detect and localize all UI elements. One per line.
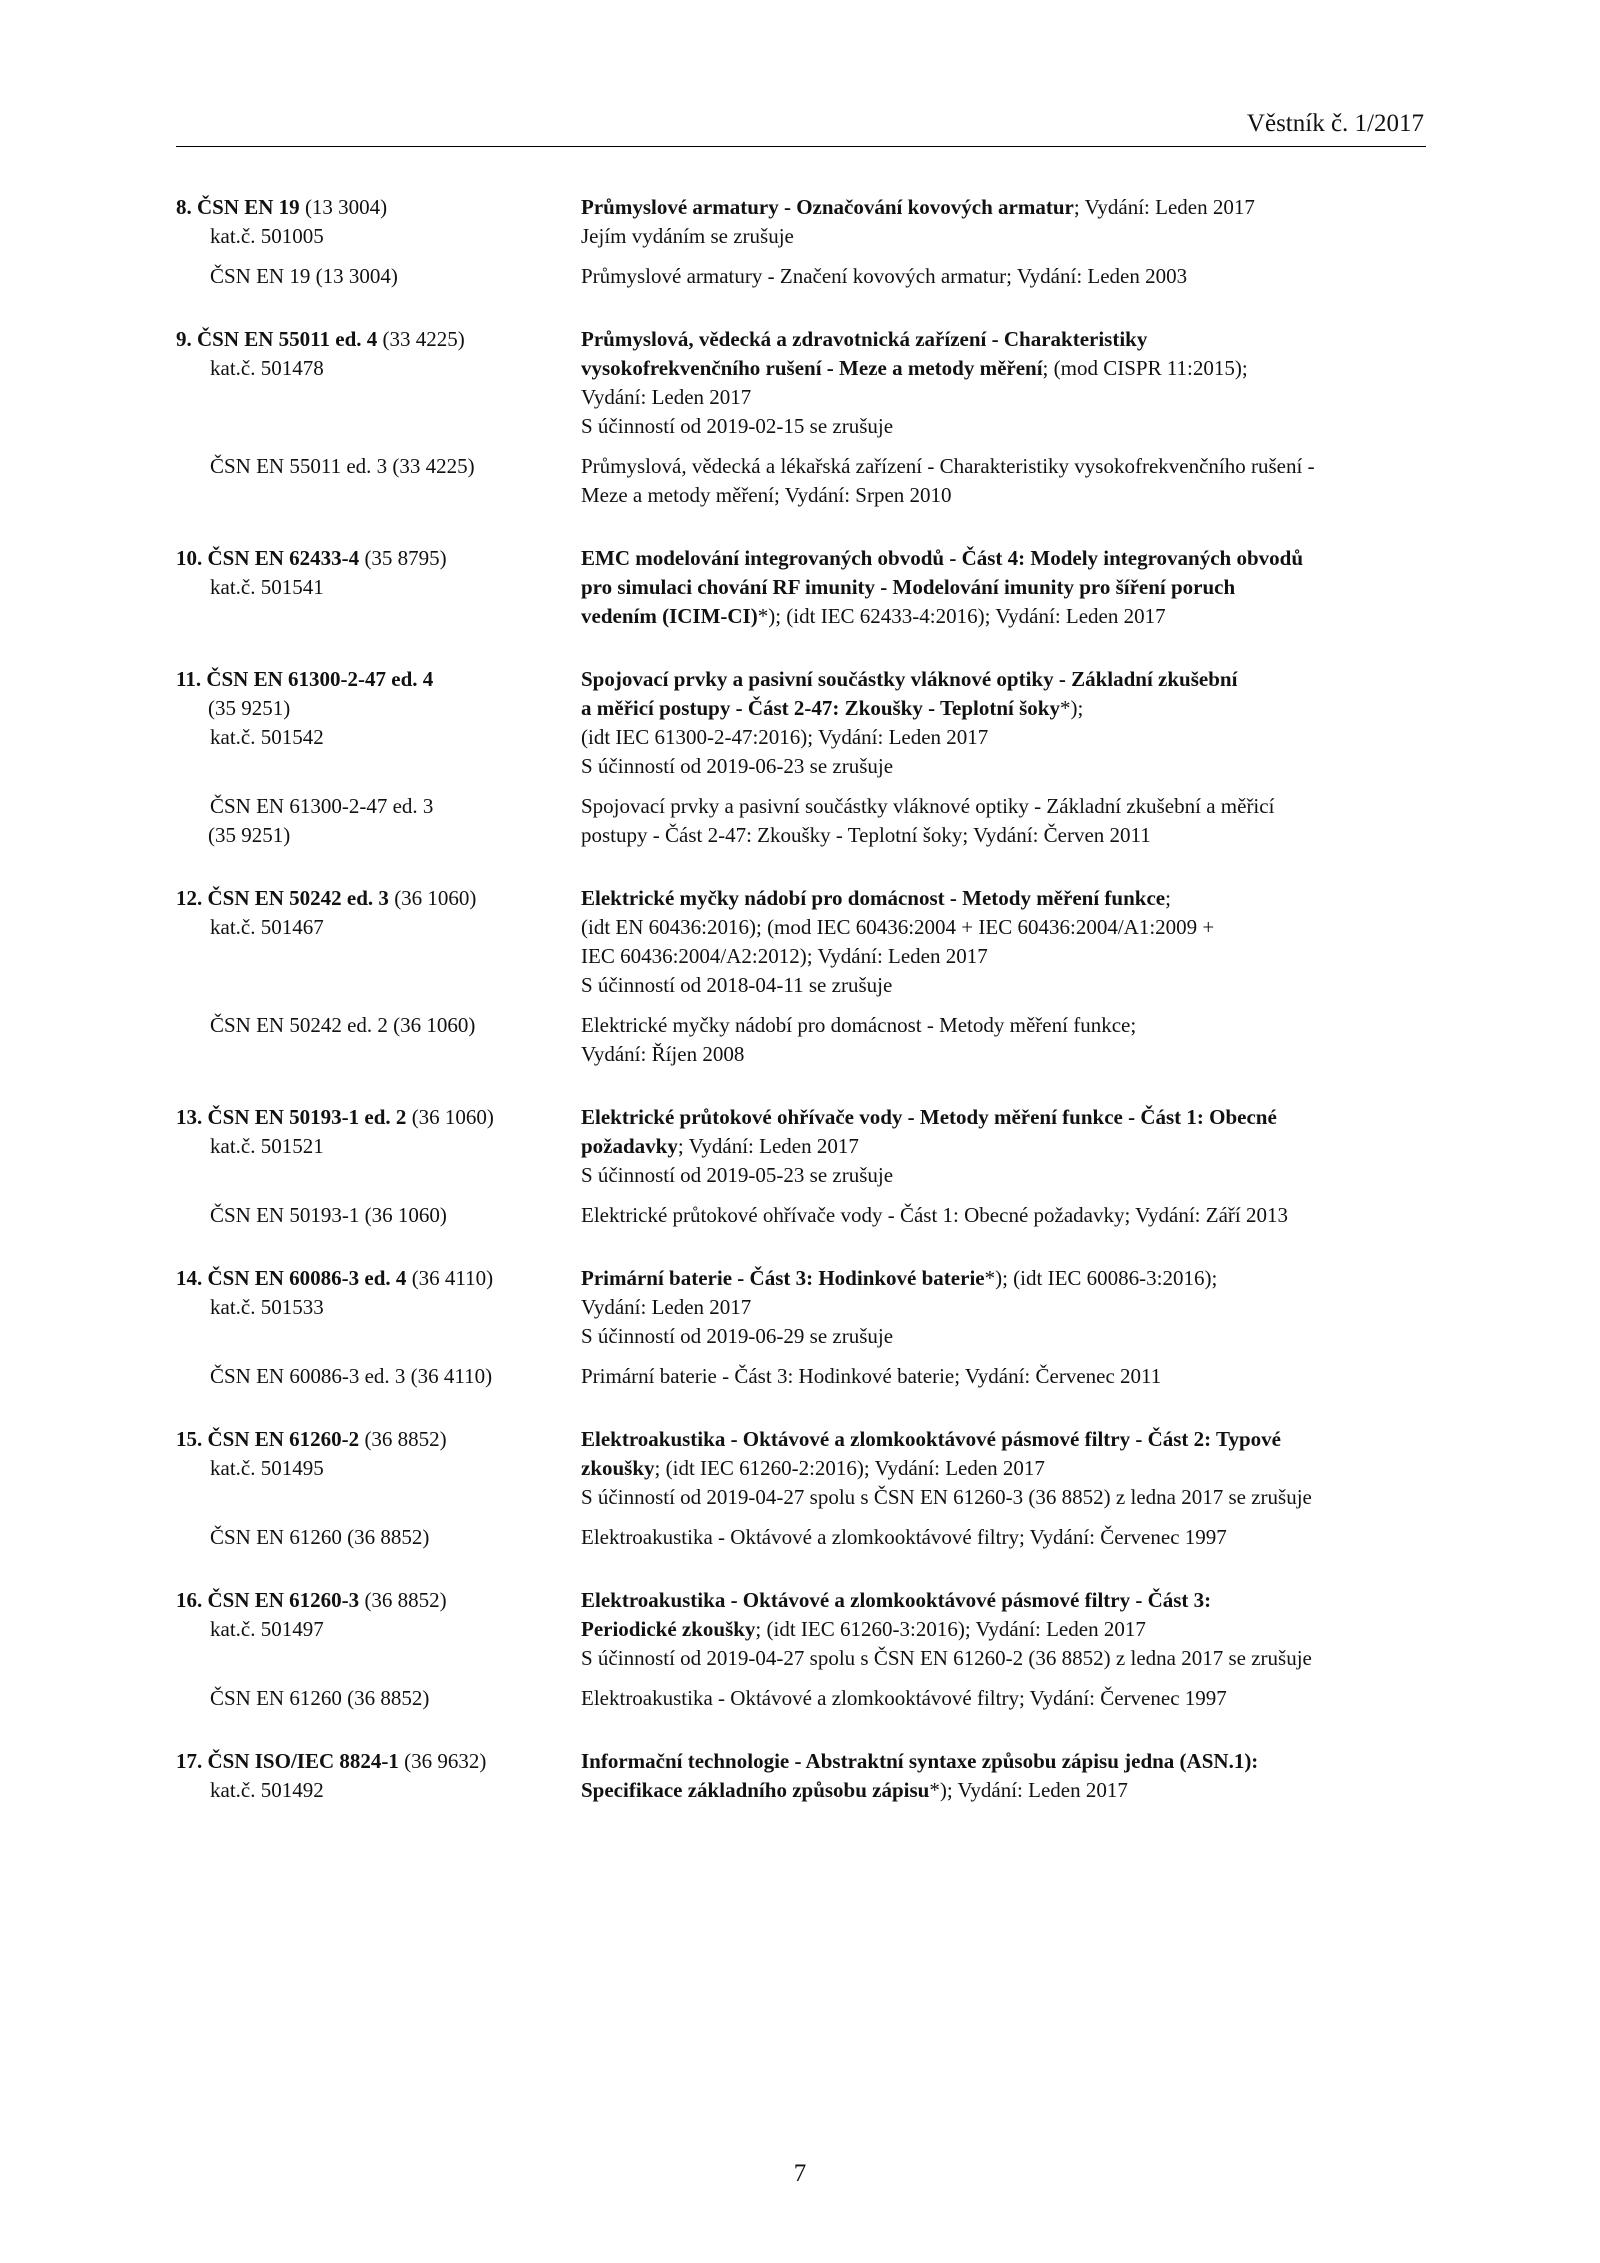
designation xyxy=(176,1425,581,1512)
designation-line xyxy=(176,821,581,850)
designation-line xyxy=(176,723,581,752)
title-line xyxy=(581,971,1436,1000)
designation-line xyxy=(176,913,581,942)
text: Meze a metody měření; Vydání: Srpen 2010 xyxy=(581,483,952,507)
text: (36 8852) xyxy=(359,1427,447,1451)
title xyxy=(581,1201,1436,1230)
title-line xyxy=(581,452,1436,481)
designation-line xyxy=(176,1103,581,1132)
bold-text: zkoušky xyxy=(581,1456,655,1480)
title-line xyxy=(581,1644,1436,1673)
title-line xyxy=(581,193,1436,222)
designation-line xyxy=(176,1201,581,1230)
bold-text: 12. ČSN EN 50242 ed. 3 xyxy=(176,886,389,910)
title-line xyxy=(581,1322,1436,1351)
text: (35 8795) xyxy=(359,546,447,570)
standard-entry xyxy=(176,193,1436,291)
designation xyxy=(176,792,581,850)
replaced-standard xyxy=(176,262,1436,291)
title-line xyxy=(581,1586,1436,1615)
text: S účinností od 2019-02-15 se zrušuje xyxy=(581,414,894,438)
title-line xyxy=(581,792,1436,821)
replaced-standard xyxy=(176,452,1436,510)
text: kat.č. 501005 xyxy=(210,224,324,248)
text: kat.č. 501467 xyxy=(210,915,324,939)
text: *); Vydání: Leden 2017 xyxy=(929,1778,1128,1802)
standard-entry xyxy=(176,1586,1436,1713)
bold-text: Elektrické průtokové ohřívače vody - Metody měření funkce - Část 1: Obecné xyxy=(581,1105,1277,1129)
title xyxy=(581,884,1436,1000)
text: ; (mod CISPR 11:2015); xyxy=(1042,356,1248,380)
text: (36 1060) xyxy=(406,1105,494,1129)
text: ČSN EN 50193-1 (36 1060) xyxy=(210,1203,447,1227)
page-header xyxy=(176,108,1426,147)
designation xyxy=(176,1747,581,1805)
designation-line xyxy=(176,1684,581,1713)
title-line xyxy=(581,354,1436,383)
text: *); xyxy=(1060,696,1084,720)
title-line xyxy=(581,1264,1436,1293)
bold-text: 14. ČSN EN 60086-3 ed. 4 xyxy=(176,1266,407,1290)
title-line xyxy=(581,1293,1436,1322)
text: ČSN EN 61260 (36 8852) xyxy=(210,1686,430,1710)
title-line xyxy=(581,222,1436,251)
designation-line xyxy=(176,1586,581,1615)
replaced-standard xyxy=(176,1362,1436,1391)
designation-line xyxy=(176,262,581,291)
title-line xyxy=(581,481,1436,510)
designation xyxy=(176,544,581,631)
new-standard xyxy=(176,1264,1436,1351)
new-standard xyxy=(176,325,1436,441)
designation xyxy=(176,262,581,291)
title-line xyxy=(581,884,1436,913)
title-line xyxy=(581,325,1436,354)
text: (13 3004) xyxy=(299,195,388,219)
title-line xyxy=(581,573,1436,602)
text: ČSN EN 50242 ed. 2 (36 1060) xyxy=(210,1013,476,1037)
text: *); (idt IEC 62433-4:2016); Vydání: Leden 2017 xyxy=(757,604,1166,628)
title-line xyxy=(581,752,1436,781)
bold-text: vedením (ICIM-CI) xyxy=(581,604,758,628)
replaced-standard xyxy=(176,1011,1436,1069)
standard-entry xyxy=(176,544,1436,631)
title-line xyxy=(581,1747,1436,1776)
standard-entry xyxy=(176,1264,1436,1391)
title-line xyxy=(581,723,1436,752)
bold-text: Průmyslová, vědecká a zdravotnická zařízení - Charakteristiky xyxy=(581,327,1148,351)
bold-text: Elektrické myčky nádobí pro domácnost - Metody měření funkce xyxy=(581,886,1166,910)
bold-text: 10. ČSN EN 62433-4 xyxy=(176,546,360,570)
designation xyxy=(176,1523,581,1552)
title xyxy=(581,1011,1436,1069)
designation-line xyxy=(176,1425,581,1454)
title-line xyxy=(581,1615,1436,1644)
text: kat.č. 501521 xyxy=(210,1134,324,1158)
title-line xyxy=(581,694,1436,723)
text: kat.č. 501478 xyxy=(210,356,324,380)
bold-text: Elektroakustika - Oktávové a zlomkooktávové pásmové filtry - Část 3: xyxy=(581,1588,1212,1612)
title xyxy=(581,325,1436,441)
designation-line xyxy=(176,354,581,383)
standard-entry xyxy=(176,884,1436,1069)
text: S účinností od 2019-06-29 se zrušuje xyxy=(581,1324,894,1348)
text: ČSN EN 61260 (36 8852) xyxy=(210,1525,430,1549)
designation xyxy=(176,1586,581,1673)
title xyxy=(581,1103,1436,1190)
text: kat.č. 501497 xyxy=(210,1617,324,1641)
text: Elektroakustika - Oktávové a zlomkooktávové filtry; Vydání: Červenec 1997 xyxy=(581,1525,1227,1549)
text: (36 4110) xyxy=(406,1266,494,1290)
designation xyxy=(176,1264,581,1351)
page-number: 7 xyxy=(793,2160,807,2187)
title-line xyxy=(581,412,1436,441)
replaced-standard xyxy=(176,792,1436,850)
title-line xyxy=(581,821,1436,850)
text: (35 9251) xyxy=(208,823,291,847)
text: ČSN EN 55011 ed. 3 (33 4225) xyxy=(210,454,475,478)
text: (36 9632) xyxy=(398,1749,487,1773)
new-standard xyxy=(176,1586,1436,1673)
title-line xyxy=(581,1040,1436,1069)
designation-line xyxy=(176,884,581,913)
designation xyxy=(176,1684,581,1713)
text: Vydání: Říjen 2008 xyxy=(581,1042,745,1066)
text: kat.č. 501495 xyxy=(210,1456,324,1480)
designation-line xyxy=(176,1523,581,1552)
bold-text: 17. ČSN ISO/IEC 8824-1 xyxy=(176,1749,399,1773)
text: Vydání: Leden 2017 xyxy=(581,385,752,409)
bold-text: 13. ČSN EN 50193-1 ed. 2 xyxy=(176,1105,407,1129)
text: ČSN EN 19 (13 3004) xyxy=(210,264,398,288)
text: S účinností od 2018-04-11 se zrušuje xyxy=(581,973,893,997)
text: kat.č. 501541 xyxy=(210,575,324,599)
title-line xyxy=(581,1201,1436,1230)
title-line xyxy=(581,1483,1436,1512)
title xyxy=(581,452,1436,510)
designation-line xyxy=(176,193,581,222)
designation-line xyxy=(176,325,581,354)
designation-line xyxy=(176,665,581,694)
bold-text: pro simulaci chování RF imunity - Modelování imunity pro šíření poruch xyxy=(581,575,1236,599)
replaced-standard xyxy=(176,1684,1436,1713)
text: kat.č. 501542 xyxy=(210,725,324,749)
bold-text: EMC modelování integrovaných obvodů - Část 4: Modely integrovaných obvodů xyxy=(581,546,1304,570)
title-line xyxy=(581,665,1436,694)
title-line xyxy=(581,1161,1436,1190)
designation-line xyxy=(176,452,581,481)
standard-entry xyxy=(176,1103,1436,1230)
standard-entry xyxy=(176,1747,1436,1805)
text: Jejím vydáním se zrušuje xyxy=(581,224,794,248)
bold-text: Primární baterie - Část 3: Hodinkové baterie xyxy=(581,1266,985,1290)
text: S účinností od 2019-05-23 se zrušuje xyxy=(581,1163,894,1187)
text: (33 4225) xyxy=(377,327,465,351)
bold-text: Specifikace základního způsobu zápisu xyxy=(581,1778,930,1802)
text: ČSN EN 60086-3 ed. 3 (36 4110) xyxy=(210,1364,493,1388)
bold-text: Periodické zkoušky xyxy=(581,1617,756,1641)
title-line xyxy=(581,1132,1436,1161)
designation-line xyxy=(176,694,581,723)
title-line xyxy=(581,383,1436,412)
text: ; (idt IEC 61260-2:2016); Vydání: Leden 2017 xyxy=(654,1456,1045,1480)
title-line xyxy=(581,1776,1436,1805)
designation-line xyxy=(176,1362,581,1391)
replaced-standard xyxy=(176,1201,1436,1230)
new-standard xyxy=(176,193,1436,251)
replaced-standard xyxy=(176,1523,1436,1552)
designation xyxy=(176,884,581,1000)
title xyxy=(581,1362,1436,1391)
designation-line xyxy=(176,222,581,251)
text: S účinností od 2019-06-23 se zrušuje xyxy=(581,754,894,778)
designation xyxy=(176,665,581,781)
title-line xyxy=(581,1103,1436,1132)
designation-line xyxy=(176,1011,581,1040)
text: kat.č. 501492 xyxy=(210,1778,324,1802)
bold-text: Elektroakustika - Oktávové a zlomkooktávové pásmové filtry - Část 2: Typové xyxy=(581,1427,1281,1451)
new-standard xyxy=(176,884,1436,1000)
designation xyxy=(176,193,581,251)
text: S účinností od 2019-04-27 spolu s ČSN EN 61260-2 (36 8852) z ledna 2017 se zrušuje xyxy=(581,1646,1312,1670)
bold-text: Spojovací prvky a pasivní součástky vláknové optiky - Základní zkušební xyxy=(581,667,1238,691)
standard-entry xyxy=(176,665,1436,850)
text: ; Vydání: Leden 2017 xyxy=(677,1134,859,1158)
title-line xyxy=(581,1684,1436,1713)
bold-text: 16. ČSN EN 61260-3 xyxy=(176,1588,360,1612)
bold-text: a měřicí postupy - Část 2-47: Zkoušky - Teplotní šoky xyxy=(581,696,1060,720)
title-line xyxy=(581,942,1436,971)
designation-line xyxy=(176,1747,581,1776)
text: Elektrické myčky nádobí pro domácnost - Metody měření funkce; xyxy=(581,1013,1137,1037)
standards-list xyxy=(176,193,1436,1839)
title xyxy=(581,262,1436,291)
text: Primární baterie - Část 3: Hodinkové baterie; Vydání: Červenec 2011 xyxy=(581,1364,1162,1388)
text: ; (idt IEC 61260-3:2016); Vydání: Leden 2017 xyxy=(755,1617,1146,1641)
designation xyxy=(176,1362,581,1391)
bold-text: Informační technologie - Abstraktní syntaxe způsobu zápisu jedna (ASN.1): xyxy=(581,1749,1259,1773)
title xyxy=(581,1264,1436,1351)
bold-text: vysokofrekvenčního rušení - Meze a metody měření xyxy=(581,356,1043,380)
text: Vydání: Leden 2017 xyxy=(581,1295,752,1319)
title xyxy=(581,1684,1436,1713)
designation-line xyxy=(176,1615,581,1644)
new-standard xyxy=(176,1747,1436,1805)
title-line xyxy=(581,913,1436,942)
text: Elektroakustika - Oktávové a zlomkooktávové filtry; Vydání: Červenec 1997 xyxy=(581,1686,1227,1710)
designation xyxy=(176,1201,581,1230)
bold-text: 15. ČSN EN 61260-2 xyxy=(176,1427,360,1451)
designation-line xyxy=(176,1132,581,1161)
bold-text: Průmyslové armatury - Označování kovových armatur xyxy=(581,195,1074,219)
title xyxy=(581,1425,1436,1512)
title-line xyxy=(581,262,1436,291)
designation-line xyxy=(176,1264,581,1293)
text: postupy - Část 2-47: Zkoušky - Teplotní šoky; Vydání: Červen 2011 xyxy=(581,823,1151,847)
text: Elektrické průtokové ohřívače vody - Část 1: Obecné požadavky; Vydání: Září 2013 xyxy=(581,1203,1288,1227)
text: (idt IEC 61300-2-47:2016); Vydání: Leden 2017 xyxy=(581,725,989,749)
title xyxy=(581,792,1436,850)
title xyxy=(581,1523,1436,1552)
title xyxy=(581,544,1436,631)
title-line xyxy=(581,602,1436,631)
title xyxy=(581,193,1436,251)
new-standard xyxy=(176,1425,1436,1512)
title xyxy=(581,1586,1436,1673)
designation-line xyxy=(176,544,581,573)
designation xyxy=(176,325,581,441)
text: (36 8852) xyxy=(359,1588,447,1612)
text: ; xyxy=(1165,886,1171,910)
designation-line xyxy=(176,792,581,821)
new-standard xyxy=(176,544,1436,631)
designation xyxy=(176,452,581,510)
title-line xyxy=(581,544,1436,573)
title-line xyxy=(581,1011,1436,1040)
designation xyxy=(176,1011,581,1069)
designation-line xyxy=(176,1293,581,1322)
text: (36 1060) xyxy=(388,886,477,910)
bold-text: 9. ČSN EN 55011 ed. 4 xyxy=(176,327,378,351)
new-standard xyxy=(176,1103,1436,1190)
journal-title: Věstník č. 1/2017 xyxy=(1246,110,1424,137)
title-line xyxy=(581,1362,1436,1391)
designation-line xyxy=(176,573,581,602)
text: ; Vydání: Leden 2017 xyxy=(1073,195,1255,219)
bold-text: 8. ČSN EN 19 xyxy=(176,195,300,219)
title xyxy=(581,1747,1436,1805)
text: Průmyslová, vědecká a lékařská zařízení - Charakteristiky vysokofrekvenčního rušení - xyxy=(581,454,1315,478)
designation xyxy=(176,1103,581,1190)
text: S účinností od 2019-04-27 spolu s ČSN EN 61260-3 (36 8852) z ledna 2017 se zrušuje xyxy=(581,1485,1312,1509)
title xyxy=(581,665,1436,781)
text: *); (idt IEC 60086-3:2016); xyxy=(984,1266,1218,1290)
designation-line xyxy=(176,1776,581,1805)
designation-line xyxy=(176,1454,581,1483)
title-line xyxy=(581,1425,1436,1454)
bold-text: 11. ČSN EN 61300-2-47 ed. 4 xyxy=(176,667,434,691)
standard-entry xyxy=(176,1425,1436,1552)
text: Průmyslové armatury - Značení kovových armatur; Vydání: Leden 2003 xyxy=(581,264,1188,288)
text: IEC 60436:2004/A2:2012); Vydání: Leden 2017 xyxy=(581,944,988,968)
text: Spojovací prvky a pasivní součástky vláknové optiky - Základní zkušební a měřicí xyxy=(581,794,1275,818)
text: (idt EN 60436:2016); (mod IEC 60436:2004 + IEC 60436:2004/A1:2009 + xyxy=(581,915,1215,939)
text: kat.č. 501533 xyxy=(210,1295,324,1319)
title-line xyxy=(581,1523,1436,1552)
title-line xyxy=(581,1454,1436,1483)
standard-entry xyxy=(176,325,1436,510)
bold-text: požadavky xyxy=(581,1134,678,1158)
text: ČSN EN 61300-2-47 ed. 3 xyxy=(210,794,434,818)
new-standard xyxy=(176,665,1436,781)
text: (35 9251) xyxy=(208,696,291,720)
